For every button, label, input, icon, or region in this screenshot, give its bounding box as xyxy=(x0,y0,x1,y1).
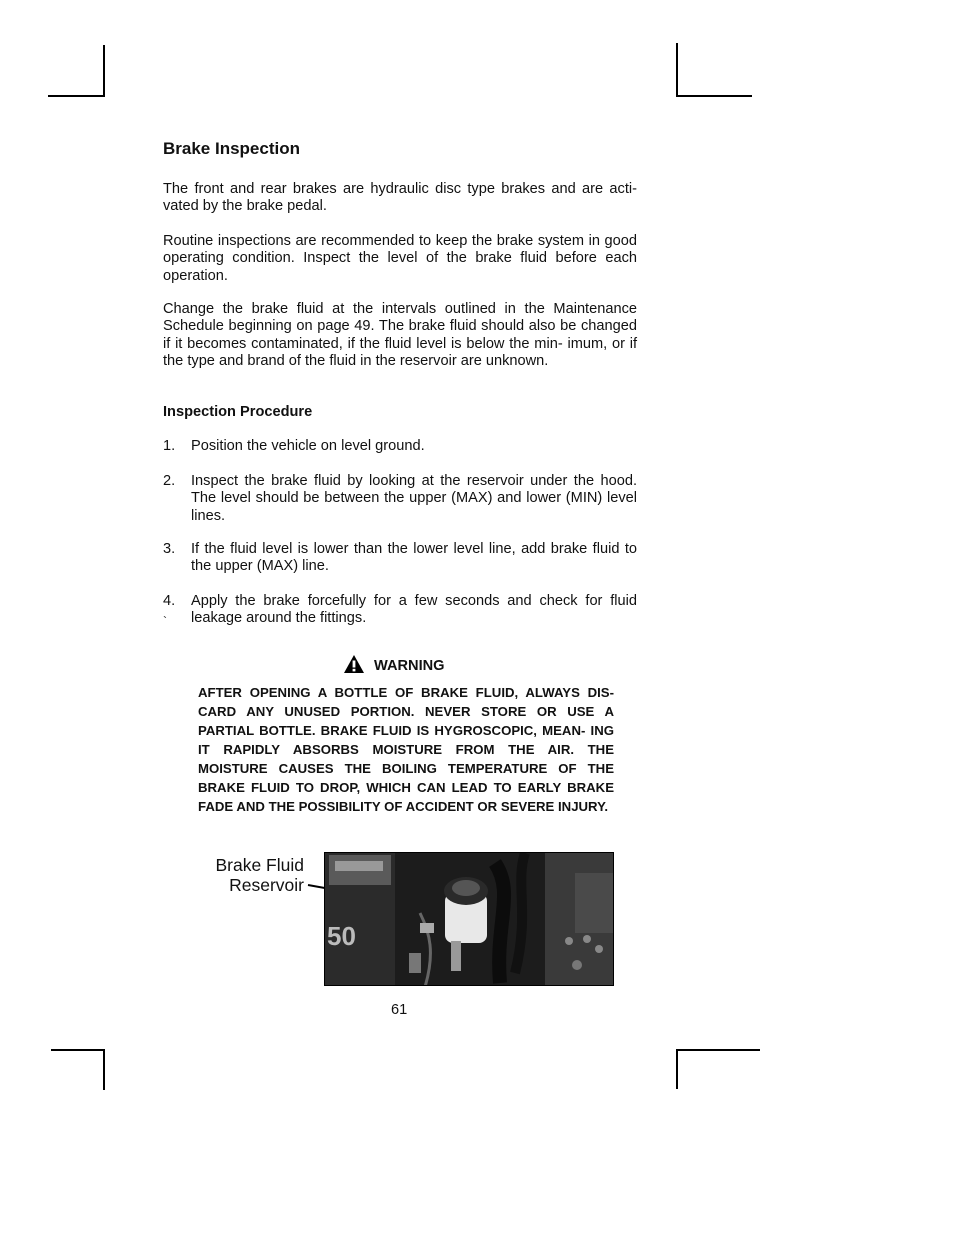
caption-line-1: Brake Fluid xyxy=(215,855,304,875)
caption-line-2: Reservoir xyxy=(229,875,304,895)
step-text: If the fluid level is lower than the lower level line, add brake fluid to the upper (MAX) line. xyxy=(191,541,637,575)
crop-mark-bottom-left-vertical xyxy=(103,1049,105,1090)
step-number: 2. xyxy=(163,473,176,489)
procedure-title: Inspection Procedure xyxy=(163,404,313,420)
crop-mark-top-left-horizontal xyxy=(48,95,105,97)
warning-text: AFTER OPENING A BOTTLE OF BRAKE FLUID, ALWAYS DIS- CARD ANY UNUSED PORTION. NEVER STORE OR USE A PARTIAL BOTTLE. BRAKE FLUID IS HYGROSCOPIC, MEAN- ING IT RAPIDLY ABSORBS MOISTURE FROM THE AIR. THE MOISTURE CAUSES THE BOILING TEMPERATURE OF THE BRAKE FLUID TO DROP, WHICH CAN LEAD TO EARLY BRAKE FADE AND THE POSSIBILITY OF ACCIDENT OR SEVERE INJURY. xyxy=(198,685,614,814)
step-number: 1. xyxy=(163,438,176,454)
warning-label: WARNING xyxy=(374,658,445,674)
stray-mark: ` xyxy=(163,614,167,628)
figure-caption xyxy=(195,855,304,895)
step-number: 4. xyxy=(163,593,176,609)
section-title: Brake Inspection xyxy=(163,139,300,158)
crop-mark-bottom-right-vertical xyxy=(676,1049,678,1089)
crop-mark-bottom-right-horizontal xyxy=(676,1049,760,1051)
warning-triangle-icon xyxy=(343,654,365,679)
crop-mark-top-left-vertical xyxy=(103,45,105,97)
reservoir-photo xyxy=(324,852,614,986)
engine-bay-illustration xyxy=(325,853,614,986)
crop-mark-top-right-horizontal xyxy=(676,95,752,97)
paragraph-intro: The front and rear brakes are hydraulic disc type brakes and are acti- vated by the brake pedal. xyxy=(163,181,637,215)
step-text: Position the vehicle on level ground. xyxy=(191,438,425,454)
crop-mark-bottom-left-horizontal xyxy=(51,1049,105,1051)
paragraph-change-fluid: Change the brake fluid at the intervals outlined in the Maintenance Schedule beginning on page 49. The brake fluid should also be changed if it becomes contaminated, if the fluid level is below the min- imum, or if the type and brand of the fluid in the reservoir are unknown. xyxy=(163,301,637,370)
step-text: Inspect the brake fluid by looking at the reservoir under the hood. The level should be between the upper (MAX) and lower (MIN) level lines. xyxy=(191,473,637,524)
crop-mark-top-right-vertical xyxy=(676,43,678,97)
paragraph-routine-inspections: Routine inspections are recommended to keep the brake system in good operating condition. Inspect the level of the brake fluid before each operation. xyxy=(163,233,637,284)
warning-heading xyxy=(343,655,445,677)
page-number: 61 xyxy=(391,1002,408,1018)
step-number: 3. xyxy=(163,541,176,557)
photo-lettering: 50 xyxy=(327,921,356,951)
step-text: Apply the brake forcefully for a few seconds and check for fluid leakage around the fittings. xyxy=(191,593,637,627)
